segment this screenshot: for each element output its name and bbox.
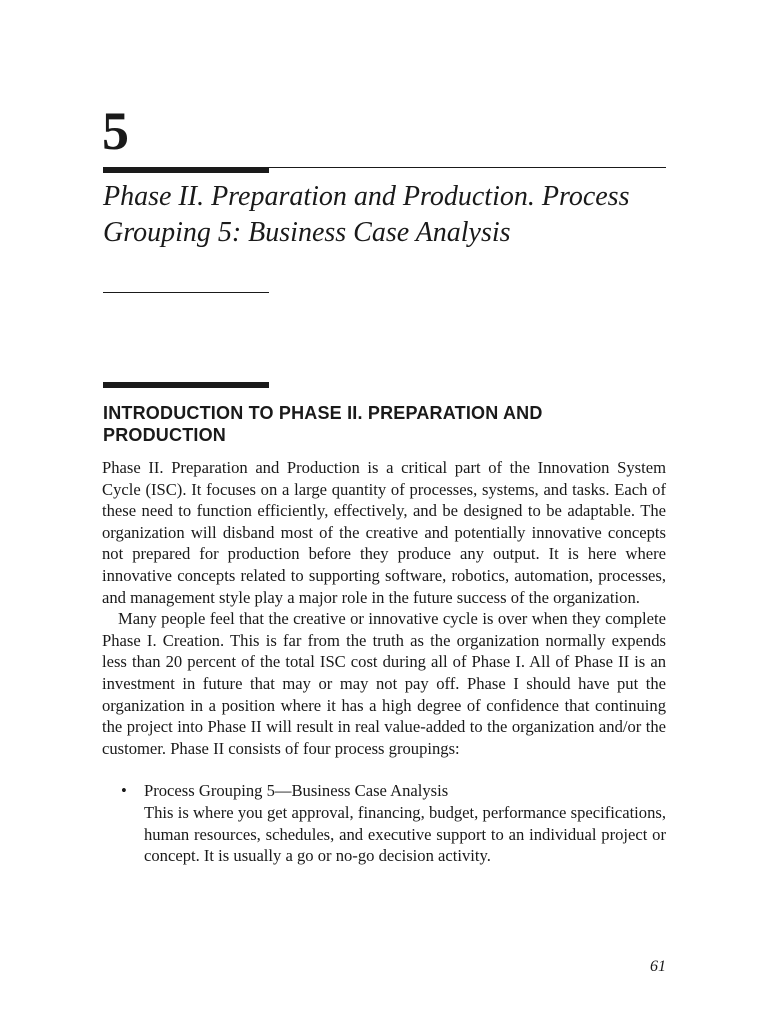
list-item [102, 780, 666, 866]
title-underline-rule [103, 292, 269, 293]
body-paragraph: Many people feel that the creative or innovative cycle is over when they complete Phase I. Creation. This is far from the truth as the organization normally expends less than 20 percent of the total ISC cost during all of Phase I. All of Phase II is an investment in future that may or may not pay off. Phase I should have put the organization in a position where it has a high degree of confidence that continuing the project into Phase II will result in real value-added to the organization and/or the customer. Phase II consists of four process groupings: [102, 609, 666, 758]
body-paragraph: Phase II. Preparation and Production is a critical part of the Innovation System Cycle (ISC). It focuses on a large quantity of processes, systems, and tasks. Each of these need to function efficiently, effectively, and be designed to be adaptable. The organization will disband most of the creative and potentially innovative concepts not prepared for production before they produce any output. It is here where innovative concepts related to supporting software, robotics, automation, processes, and management style play a major role in the future success of the organization. [102, 458, 666, 607]
bullet-description: This is where you get approval, financing, budget, performance specifications, human resources, schedules, and executive support to an individual project or concept. It is usually a go or no-go decision activity. [144, 802, 666, 866]
bullet-marker: • [121, 781, 127, 801]
page-number: 61 [650, 958, 666, 975]
bullet-title: Process Grouping 5—Business Case Analysis [144, 781, 449, 801]
section-heading: INTRODUCTION TO PHASE II. PREPARATION AND PRODUCTION [103, 403, 543, 445]
chapter-number: 5 [102, 101, 129, 161]
chapter-rule-thick [103, 167, 269, 173]
section-rule [103, 382, 269, 388]
chapter-title: Phase II. Preparation and Production. Process Grouping 5: Business Case Analysis [103, 181, 630, 248]
body-text [102, 457, 666, 867]
bullet-list [102, 780, 666, 866]
chapter-rule-thin [269, 167, 666, 168]
